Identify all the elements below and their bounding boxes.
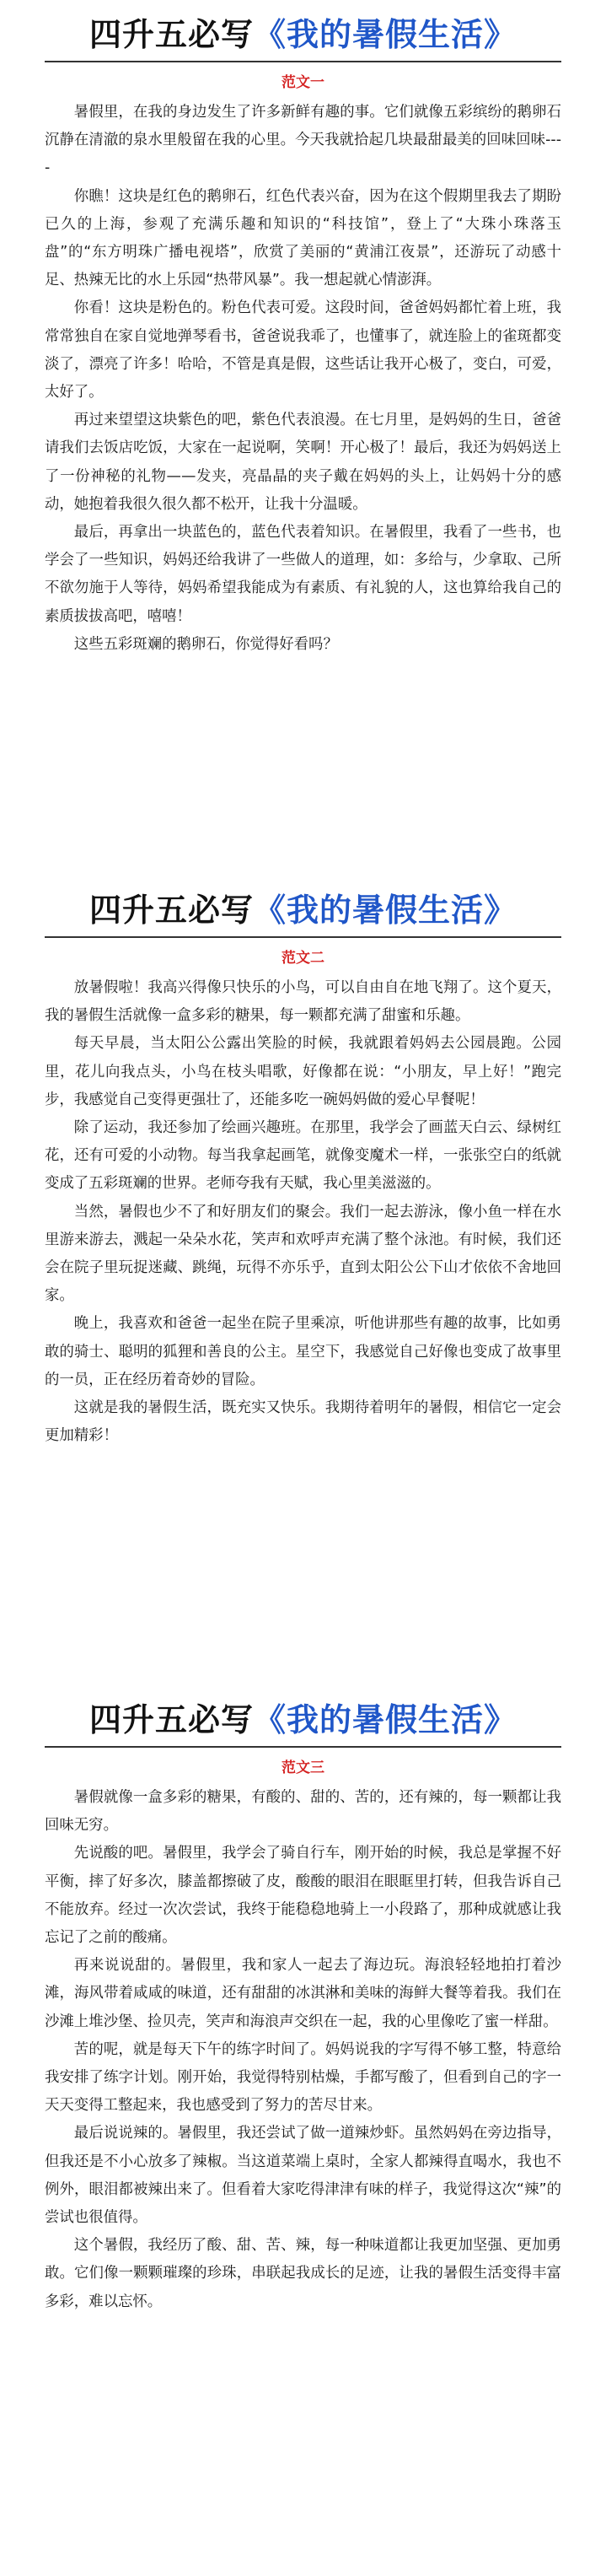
- essay-paragraph: 再过来望望这块紫色的吧，紫色代表浪漫。在七月里，是妈妈的生日，爸爸请我们去饭店吃饭，大家在一起说啊，笑啊！开心极了！最后，我还为妈妈送上了一份神秘的礼物——发夹，亮晶晶的夹子戴在妈妈的头上，让妈妈十分的感动，她抱着我很久很久都不松开，让我十分温暖。: [45, 412, 561, 513]
- section-title-bar: [0, 1685, 606, 1754]
- title-prefix: 四升五必写: [88, 1701, 254, 1738]
- essay-paragraph: 你看！这块是粉色的。粉色代表可爱。这段时间，爸爸妈妈都忙着上班，我常常独自在家自觉地弹琴看书，爸爸说我乖了，也懂事了，就连脸上的雀斑都变淡了，漂亮了许多！哈哈，不管是真是假，这些话让我开心极了，变白，可爱，太好了。: [45, 299, 561, 401]
- section-title-bar: [0, 876, 606, 945]
- title-underline: [45, 936, 561, 938]
- essay-paragraph: 暑假里，在我的身边发生了许多新鲜有趣的事。它们就像五彩缤纷的鹅卵石沉静在清澈的泉水里般留在我的心里。今天我就拾起几块最甜最美的回味回味----: [45, 104, 561, 177]
- essay-paragraph: 再来说说甜的。暑假里，我和家人一起去了海边玩。海浪轻轻地拍打着沙滩，海风带着咸咸的味道，还有甜甜的冰淇淋和美味的海鲜大餐等着我。我们在沙滩上堆沙堡、捡贝壳，笑声和海浪声交织在一起，我的心里像吃了蜜一样甜。: [45, 1957, 561, 2030]
- title-highlight: 《我的暑假生活》: [254, 16, 518, 53]
- essay-paragraph: 当然，暑假也少不了和好朋友们的聚会。我们一起去游泳，像小鱼一样在水里游来游去，溅起一朵朵水花，笑声和欢呼声充满了整个泳池。有时候，我们还会在院子里玩捉迷藏、跳绳，玩得不亦乐乎，直到太阳公公下山才依依不舍地回家。: [45, 1203, 561, 1305]
- title-prefix: 四升五必写: [88, 16, 254, 53]
- section-subtitle: 范文二: [282, 950, 324, 967]
- title-underline: [45, 61, 561, 62]
- section-title: [0, 889, 606, 931]
- essay-paragraph: 这就是我的暑假生活，既充实又快乐。我期待着明年的暑假，相信它一定会更加精彩！: [45, 1399, 561, 1445]
- essay-paragraph: 你瞧！这块是红色的鹅卵石，红色代表兴奋，因为在这个假期里我去了期盼已久的上海，参观了充满乐趣和知识的“科技馆”，登上了“大珠小珠落玉盘”的“东方明珠广播电视塔”，欣赏了美丽的“黄浦江夜景”，还游玩了动感十足、热辣无比的水上乐园“热带风暴”。我一想起就心情澎湃。: [45, 187, 561, 289]
- essay-paragraph: 除了运动，我还参加了绘画兴趣班。在那里，我学会了画蓝天白云、绿树红花，还有可爱的小动物。每当我拿起画笔，就像变魔术一样，一张张空白的纸就变成了五彩斑斓的世界。老师夸我有天赋，我心里美滋滋的。: [45, 1119, 561, 1193]
- title-prefix: 四升五必写: [88, 892, 254, 929]
- essay-paragraph: 暑假就像一盒多彩的糖果，有酸的、甜的、苦的，还有辣的，每一颗都让我回味无穷。: [45, 1789, 561, 1835]
- essay-paragraph: 最后说说辣的。暑假里，我还尝试了做一道辣炒虾。虽然妈妈在旁边指导，但我还是不小心放多了辣椒。当这道菜端上桌时，全家人都辣得直喝水，我也不例外，眼泪都被辣出来了。但看着大家吃得津津有味的样子，我觉得这次“辣”的尝试也很值得。: [45, 2125, 561, 2227]
- title-highlight: 《我的暑假生活》: [254, 1701, 518, 1738]
- essay-section-1: [0, 0, 606, 659]
- title-highlight: 《我的暑假生活》: [254, 892, 518, 929]
- essay-paragraph: 晚上，我喜欢和爸爸一起坐在院子里乘凉，听他讲那些有趣的故事，比如勇敢的骑士、聪明的狐狸和善良的公主。星空下，我感觉自己好像也变成了故事里的一员，正在经历着奇妙的冒险。: [45, 1315, 561, 1388]
- essay-body: [45, 1784, 561, 2316]
- essay-body: [45, 974, 561, 1450]
- title-underline: [45, 1746, 561, 1748]
- section-title: [0, 13, 606, 56]
- essay-paragraph: 这个暑假，我经历了酸、甜、苦、辣，每一种味道都让我更加坚强、更加勇敢。它们像一颗颗璀璨的珍珠，串联起我成长的足迹，让我的暑假生活变得丰富多彩，难以忘怀。: [45, 2237, 561, 2310]
- essay-section-3: [0, 1685, 606, 2316]
- essay-paragraph: 最后，再拿出一块蓝色的，蓝色代表着知识。在暑假里，我看了一些书，也学会了一些知识，妈妈还给我讲了一些做人的道理，如：多给与，少拿取、己所不欲勿施于人等待，妈妈希望我能成为有素质、有礼貌的人，这也算给我自己的素质拔拔高吧，嘻嘻！: [45, 524, 561, 625]
- essay-body: [45, 99, 561, 659]
- section-title-bar: [0, 0, 606, 69]
- section-title: [0, 1699, 606, 1741]
- essay-paragraph: 这些五彩斑斓的鹅卵石，你觉得好看吗？: [73, 635, 338, 653]
- essay-paragraph: 每天早晨，当太阳公公露出笑脸的时候，我就跟着妈妈去公园晨跑。公园里，花儿向我点头，小鸟在枝头唱歌，好像都在说：“小朋友，早上好！”跑完步，我感觉自己变得更强壮了，还能多吃一碗妈妈做的爱心早餐呢！: [45, 1035, 561, 1108]
- section-subtitle: 范文三: [282, 1760, 324, 1776]
- essay-paragraph: 放暑假啦！我高兴得像只快乐的小鸟，可以自由自在地飞翔了。这个夏天，我的暑假生活就像一盒多彩的糖果，每一颗都充满了甜蜜和乐趣。: [45, 979, 561, 1025]
- essay-section-2: [0, 876, 606, 1450]
- essay-paragraph: 苦的呢，就是每天下午的练字时间了。妈妈说我的字写得不够工整，特意给我安排了练字计划。刚开始，我觉得特别枯燥，手都写酸了，但看到自己的字一天天变得工整起来，我也感受到了努力的苦尽甘来。: [45, 2040, 561, 2115]
- essay-paragraph: 先说酸的吧。暑假里，我学会了骑自行车，刚开始的时候，我总是掌握不好平衡，摔了好多次，膝盖都擦破了皮，酸酸的眼泪在眼眶里打转，但我告诉自己不能放弃。经过一次次尝试，我终于能稳稳地骑上一小段路了，那种成就感让我忘记了之前的酸痛。: [45, 1845, 561, 1947]
- section-subtitle: 范文一: [282, 74, 324, 91]
